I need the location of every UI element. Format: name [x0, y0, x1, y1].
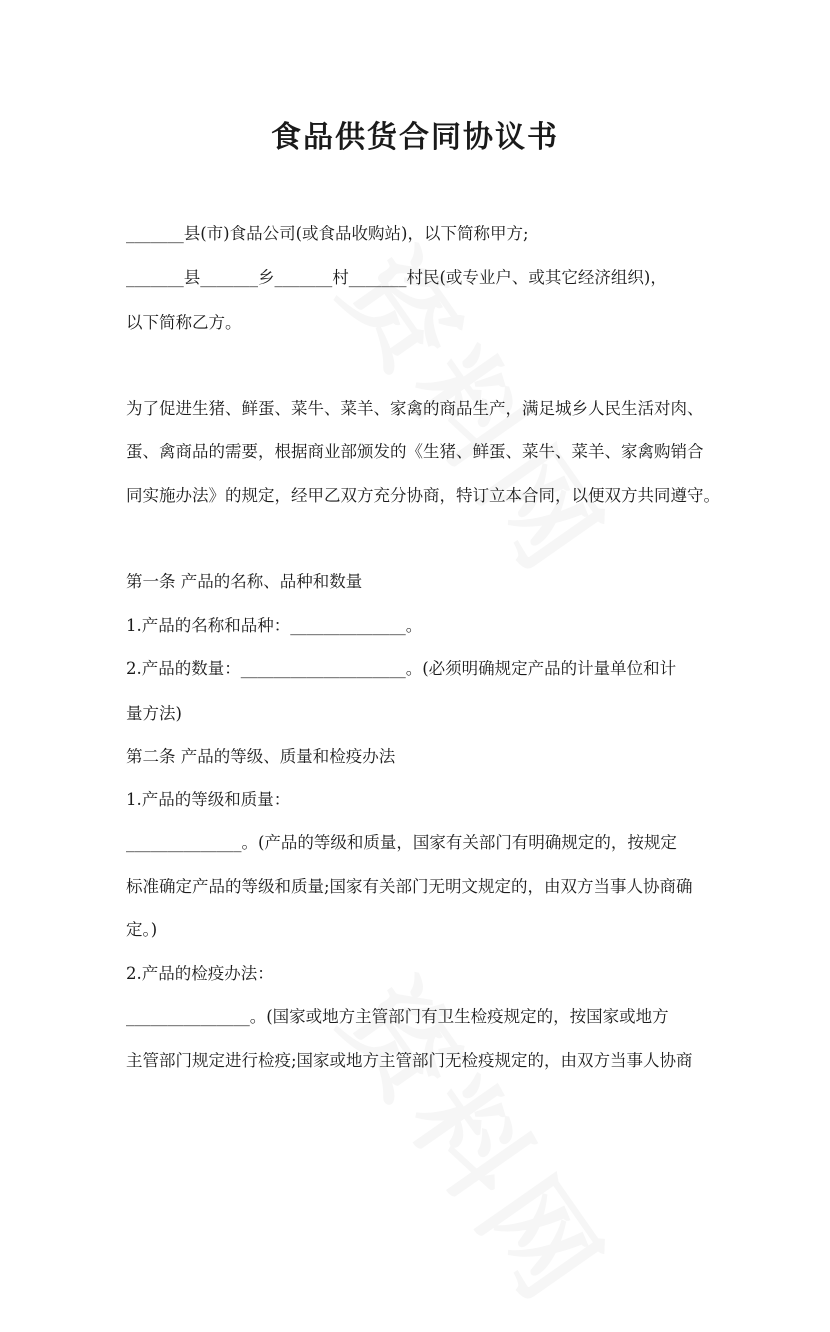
article-2-item: 主管部门规定进行检疫;国家或地方主管部门无检疫规定的，由双方当事人协商	[126, 1051, 693, 1070]
party-a-line: _______县(市)食品公司(或食品收购站)，以下简称甲方;	[126, 224, 529, 243]
article-2-item: 定。)	[126, 920, 158, 939]
article-1-heading: 第一条 产品的名称、品种和数量	[126, 572, 363, 591]
article-2-item: 标准确定产品的等级和质量;国家有关部门无明文规定的，由双方当事人协商确	[126, 877, 693, 896]
article-2-item-label: 1.产品的等级和质量：	[126, 790, 291, 809]
party-b-line: _______县_______乡_______村_______村民(或专业户、或其它经济组织)，	[126, 268, 667, 287]
article-2-item: _______________。(国家或地方主管部门有卫生检疫规定的，按国家或地方	[126, 1007, 669, 1026]
article-2-item-label: 2.产品的检疫办法：	[126, 964, 274, 983]
article-1-item: 量方法)	[126, 704, 182, 723]
preamble-line: 同实施办法》的规定，经甲乙双方充分协商，特订立本合同，以便双方共同遵守。	[126, 486, 720, 505]
preamble-line: 蛋、禽商品的需要，根据商业部颁发的《生猪、鲜蛋、菜牛、菜羊、家禽购销合	[126, 442, 704, 461]
article-2-item: ______________。(产品的等级和质量，国家有关部门有明确规定的，按规定	[126, 833, 677, 852]
article-1-item: 1.产品的名称和品种：______________。	[126, 616, 423, 635]
preamble-line: 为了促进生猪、鲜蛋、菜牛、菜羊、家禽的商品生产，满足城乡人民生活对肉、	[126, 399, 704, 418]
document-title: 食品供货合同协议书	[271, 120, 559, 155]
party-b-line: 以下简称乙方。	[126, 313, 242, 332]
article-2-heading: 第二条 产品的等级、质量和检疫办法	[126, 747, 396, 766]
article-1-item: 2.产品的数量：____________________。(必须明确规定产品的计量单位和计	[126, 659, 677, 678]
